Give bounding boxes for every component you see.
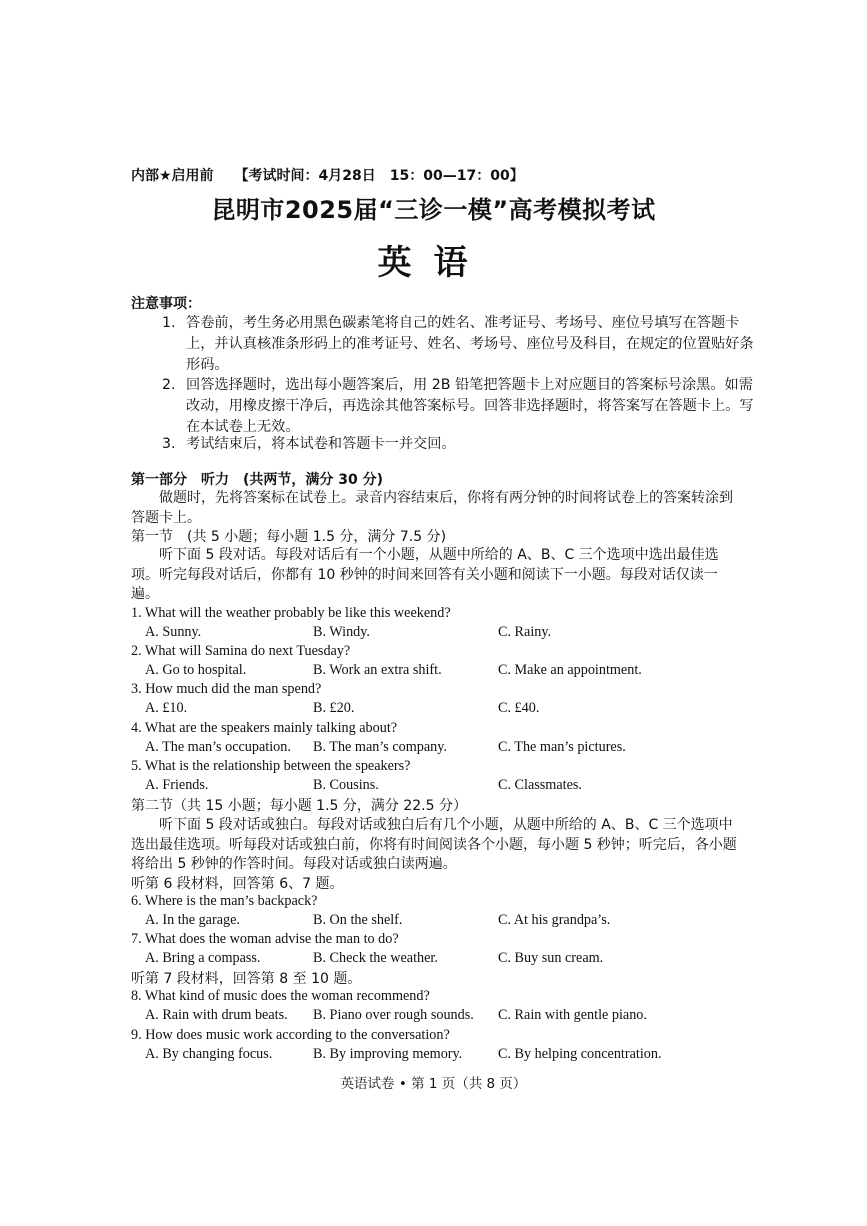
notice-heading: 注意事项：	[131, 296, 201, 312]
question-7: 7. What does the woman advise the man to do?	[131, 931, 399, 947]
notice-number: 3.	[162, 436, 176, 452]
q8-option-c: C. Rain with gentle piano.	[498, 1007, 647, 1023]
section1-heading: 第一节 (共 5 小题；每小题 1.5 分，满分 7.5 分)	[131, 529, 447, 545]
q7-option-a: A. Bring a compass.	[145, 950, 261, 966]
q7-option-b: B. Check the weather.	[313, 950, 438, 966]
q5-option-a: A. Friends.	[145, 777, 209, 793]
q9-option-c: C. By helping concentration.	[498, 1046, 662, 1062]
notice-item	[162, 313, 766, 376]
q3-option-b: B. £20.	[313, 700, 355, 716]
q4-option-a: A. The man’s occupation.	[145, 739, 291, 755]
notice-number: 1.	[162, 315, 176, 331]
q1-option-c: C. Rainy.	[498, 624, 552, 640]
q4-option-c: C. The man’s pictures.	[498, 739, 626, 755]
q2-option-a: A. Go to hospital.	[145, 662, 247, 678]
q6-option-b: B. On the shelf.	[313, 912, 403, 928]
q1-option-b: B. Windy.	[313, 624, 370, 640]
material-7-label: 听第 7 段材料，回答第 8 至 10 题。	[131, 971, 362, 987]
q1-option-a: A. Sunny.	[145, 624, 202, 640]
q2-option-b: B. Work an extra shift.	[313, 662, 442, 678]
q4-option-b: B. The man’s company.	[313, 739, 447, 755]
notice-item	[162, 434, 766, 455]
q6-option-c: C. At his grandpa’s.	[498, 912, 611, 928]
q3-option-a: A. £10.	[145, 700, 188, 716]
material-6-label: 听第 6 段材料，回答第 6、7 题。	[131, 876, 344, 892]
q8-option-a: A. Rain with drum beats.	[145, 1007, 288, 1023]
question-3: 3. How much did the man spend?	[131, 681, 322, 697]
part1-heading: 第一部分 听力 (共两节，满分 30 分)	[131, 472, 384, 488]
question-8: 8. What kind of music does the woman recommend?	[131, 988, 430, 1004]
notice-text: 考试结束后，将本试卷和答题卡一并交回。	[186, 436, 456, 452]
section1-intro: 听下面 5 段对话。每段对话后有一个小题，从题中所给的 A、B、C 三个选项中选出最佳选项。听完每段对话后，你都有 10 秒钟的时间来回答有关小题和阅读下一小题。每段对话仅读一遍。	[131, 547, 719, 602]
q9-option-a: A. By changing focus.	[145, 1046, 273, 1062]
notice-number: 2.	[162, 377, 176, 393]
section2-intro: 听下面 5 段对话或独白。每段对话或独白后有几个小题，从题中所给的 A、B、C 三个选项中选出最佳选项。听每段对话或独白前，你将有时间阅读各个小题，每小题 5 秒钟；听完后，各小题将给出 5 秒钟的作答时间。每段对话或独白读两遍。	[131, 817, 737, 872]
notice-text: 答卷前，考生务必用黑色碳素笔将自己的姓名、准考证号、考场号、座位号填写在答题卡上，并认真核准条形码上的准考证号、姓名、考场号、座位号及科目，在规定的位置贴好条形码。	[186, 315, 754, 373]
question-6: 6. Where is the man’s backpack?	[131, 893, 318, 909]
section2-heading: 第二节（共 15 小题；每小题 1.5 分，满分 22.5 分）	[131, 798, 467, 814]
q6-option-a: A. In the garage.	[145, 912, 240, 928]
question-2: 2. What will Samina do next Tuesday?	[131, 643, 351, 659]
question-4: 4. What are the speakers mainly talking about?	[131, 720, 398, 736]
exam-title: 昆明市2025届“三诊一模”高考模拟考试	[211, 196, 656, 224]
q2-option-c: C. Make an appointment.	[498, 662, 642, 678]
subject-title: 英语	[377, 243, 490, 283]
confidential-time-note: 内部★启用前 【考试时间：4月28日 15：00—17：00】	[131, 168, 524, 184]
question-9: 9. How does music work according to the conversation?	[131, 1027, 450, 1043]
q7-option-c: C. Buy sun cream.	[498, 950, 604, 966]
notice-item	[162, 375, 766, 438]
q3-option-c: C. £40.	[498, 700, 540, 716]
q8-option-b: B. Piano over rough sounds.	[313, 1007, 474, 1023]
q5-option-b: B. Cousins.	[313, 777, 379, 793]
question-1: 1. What will the weather probably be like this weekend?	[131, 605, 451, 621]
question-5: 5. What is the relationship between the speakers?	[131, 758, 411, 774]
q5-option-c: C. Classmates.	[498, 777, 582, 793]
part1-intro: 做题时，先将答案标在试卷上。录音内容结束后，你将有两分钟的时间将试卷上的答案转涂到答题卡上。	[131, 490, 733, 526]
page-footer: 英语试卷 • 第 1 页（共 8 页）	[340, 1076, 527, 1092]
q9-option-b: B. By improving memory.	[313, 1046, 463, 1062]
notice-text: 回答选择题时，选出每小题答案后，用 2B 铅笔把答题卡上对应题目的答案标号涂黑。如需改动，用橡皮擦干净后，再选涂其他答案标号。回答非选择题时，将答案写在答题卡上。写在本试卷上无效。	[186, 377, 754, 435]
